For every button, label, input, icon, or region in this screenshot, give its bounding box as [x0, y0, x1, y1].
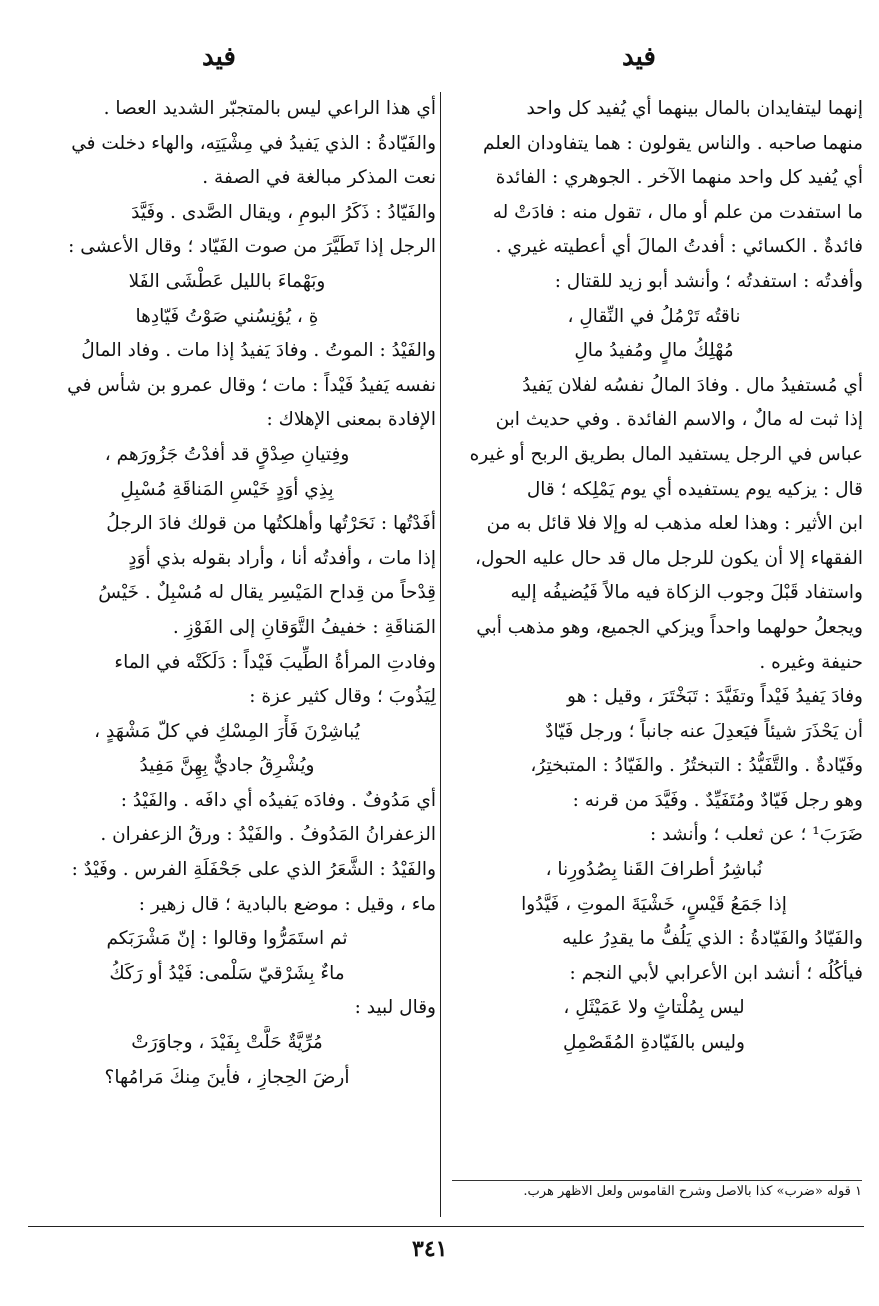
right-line: وهو رجل فَيّادٌ ومُتَفَيِّدٌ . وفَيَّدَ من قرنه :	[572, 789, 863, 811]
footnote-rule	[452, 1180, 862, 1181]
left-verse-line: ثم استَمَرُّوا وقالوا : إنّ مَشْرَبَكم	[106, 928, 348, 950]
left-line: نفسه يَفيدُ فَيْداً : مات ؛ وقال عمرو بن شأس في	[67, 374, 436, 396]
right-line: أي مُستفيدُ مال . وفادَ المالُ نفسُه لفلان يَفيدُ	[522, 374, 863, 396]
page-number: ٣٤١	[412, 1236, 448, 1262]
right-line: ويجعلُ حولهما واحداً ويزكي الجميع، وهو مذهب أبي	[476, 616, 863, 638]
left-verse-line: وبَهْماءَ بالليل عَطْشَى الفَلا	[128, 270, 326, 292]
right-line: فيأكُلُه ؛ أنشد ابن الأعرابي لأبي النجم :	[569, 962, 863, 984]
left-line: إذا مات ، وأفدتُه أنا ، وأراد بقوله بذي أوَدٍ	[128, 547, 436, 569]
right-line: حنيفة وغيره .	[759, 651, 863, 673]
left-line: وفادتِ المرأةُ الطِّيبَ فَيْداً : دَلَكَتْه في الماء	[114, 651, 436, 673]
right-line: ضَرَبَ¹ ؛ عن ثعلب ؛ وأنشد :	[650, 824, 863, 846]
left-line: المَناقَةِ : خفيفُ التَّوَقانِ إلى الفَوْزِ .	[172, 616, 436, 638]
left-line: لِيَذُوبَ ؛ وقال كثير عزة :	[249, 686, 436, 708]
right-verse-line: نُباشِرُ أطرافَ القَنا بِصُدُورِنا ،	[545, 859, 763, 881]
right-verse-line: ليس بِمُلْتاثٍ ولا عَمَيْثَلِ ،	[563, 997, 745, 1019]
left-verse-line: مُرِّيَّةٌ حَلَّتْ بِفَيْدَ ، وجاوَرَتْ	[131, 1032, 323, 1054]
left-verse-line: بِذِي أوَدٍ خَيْسِ المَناقَةِ مُسْبِلِ	[120, 478, 334, 500]
left-line: أي مَدُوفٌ . وفادَه يَفيدُه أي دافَه . والفَيْدُ :	[120, 789, 436, 811]
right-line: ابن الأثير : وهذا لعله مذهب له وإلا فلا قائل به من	[486, 513, 863, 535]
left-line: الرجل إذا تَطَيَّرَ من صوت الفَيّاد ؛ وقال الأعشى :	[68, 236, 436, 258]
left-column	[18, 92, 436, 1095]
left-line: وقال لبيد :	[354, 997, 436, 1019]
right-line: والفَيّادُ والفَيّادةُ : الذي يَلُفُّ ما يقدِرُ عليه	[562, 928, 863, 950]
left-line: الإفادة بمعنى الإهلاك :	[266, 409, 436, 431]
right-line: ما استفدت من علم أو مال ، تقول منه : فادَتْ له	[492, 201, 863, 223]
left-line: أي هذا الراعي ليس بالمتجبّر الشديد العصا .	[103, 98, 436, 119]
right-verse-line: وليس بالفَيّادةِ المُقَصْمِلِ	[562, 1032, 745, 1054]
right-line: قال : يزكيه يوم يستفيده أي يوم يَمْلِكه ؛ قال	[526, 478, 863, 500]
right-verse-line: ناقتُه تَرْمُلُ في النِّقالِ ،	[567, 305, 741, 327]
left-verse-line: ماءٌ بِشَرْقيّ سَلْمى: فَيْدُ أو رَكَكُ	[109, 962, 345, 984]
headword-left: فيد	[202, 42, 236, 72]
left-line: والفَيّادةُ : الذي يَفيدُ في مِشْيَتِه، والهاء دخلت في	[71, 132, 436, 154]
left-line: أفَدْتُها : نَحَرْتُها وأهلكتُها من قولك فادَ الرجلُ	[106, 513, 436, 535]
column-divider	[440, 92, 441, 1217]
left-verse-line: يُباشِرْنَ فَأْرَ المِسْكِ في كلّ مَشْهَدٍ ،	[94, 720, 360, 742]
right-line: واستفاد قَبْلَ وجوب الزكاة فيه مالاً فَيُضيفُه إليه	[510, 582, 863, 604]
right-line: الفقهاء إلا أن يكون للرجل مال قد حال عليه الحول،	[474, 547, 863, 569]
left-verse-line: أرضَ الحِجازِ ، فأينَ مِنكَ مَرامُها؟	[104, 1066, 350, 1088]
right-verse-line: إذا جَمَعُ قَيْسٍ، خَشْيَةَ الموتِ ، فَيَّدُوا	[521, 893, 787, 915]
left-verse-line: ويُشْرِقُ جاديٌّ بِهِنَّ مَفِيدُ	[139, 755, 315, 777]
left-line: ماء ، وقيل : موضع بالبادية ؛ قال زهير :	[138, 893, 436, 915]
right-column	[445, 92, 863, 1061]
right-line: وفَيّادةٌ . والتَّفَيُّدُ : التبختُرُ . والفَيّادُ : المتبختِرُ،	[530, 755, 863, 777]
left-verse-line: ةِ ، يُؤنِسُني صَوْتُ فَيّادِها	[135, 305, 319, 327]
right-line: أي يُفيد كل واحد منهما الآخر . الجوهري : الفائدة	[495, 167, 863, 189]
left-verse-line: وفِتيانِ صِدْقٍ قد أفدْتُ جَزُورَهم ،	[104, 443, 350, 465]
right-line: وأفدتُه : استفدتُه ؛ وأنشد أبو زيد للقتال :	[554, 270, 863, 292]
footnote: ١ قوله «ضرب» كذا بالاصل وشرح القاموس ولعل الاظهر هرب.	[523, 1184, 862, 1199]
left-line: والفَيْدُ : الشَّعَرُ الذي على جَحْفَلَةِ الفرس . وفَيْدٌ :	[71, 859, 436, 881]
headword-right: فيد	[622, 42, 656, 72]
right-line: منهما صاحبه . والناس يقولون : هما يتفاودان العلم	[483, 132, 863, 154]
left-line: والفَيْدُ : الموتُ . وفادَ يَفيدُ إذا مات . وفاد المالُ	[81, 340, 436, 362]
right-line: عباس في الرجل يستفيد المال بطريق الربح أو غيره	[469, 443, 863, 465]
right-line: فائدةٌ . الكسائي : أفدتُ المالَ أي أعطيته غيري .	[495, 236, 863, 258]
left-line: نعت المذكر مبالغة في الصفة .	[202, 167, 436, 189]
right-line: إنهما ليتفايدان بالمال بينهما أي يُفيد كل واحد	[526, 98, 863, 119]
right-line: أن يَحْذَرَ شيئاً فيَعدِلَ عنه جانباً ؛ ورجل فَيّادٌ	[545, 720, 863, 742]
left-line: والفَيّادُ : ذَكَرُ البومِ ، ويقال الصَّدى . وفَيَّدَ	[131, 201, 436, 223]
right-verse-line: مُهْلِكُ مالٍ ومُفيدُ مالِ	[574, 340, 734, 362]
right-line: إذا ثبت له مالٌ ، والاسم الفائدة . وفي حديث ابن	[495, 409, 863, 431]
bottom-rule	[28, 1226, 864, 1227]
left-line: الزعفرانُ المَدُوفُ . والفَيْدُ : ورقُ الزعفران .	[100, 824, 436, 846]
left-line: قِدْحاً من قِداح المَيْسِر يقال له مُسْبِلٌ . خَيْسُ	[98, 582, 436, 604]
right-line: وفادَ يَفيدُ فَيْداً وتفَيَّدَ : تَبَخْتَرَ ، وقيل : هو	[567, 686, 863, 708]
